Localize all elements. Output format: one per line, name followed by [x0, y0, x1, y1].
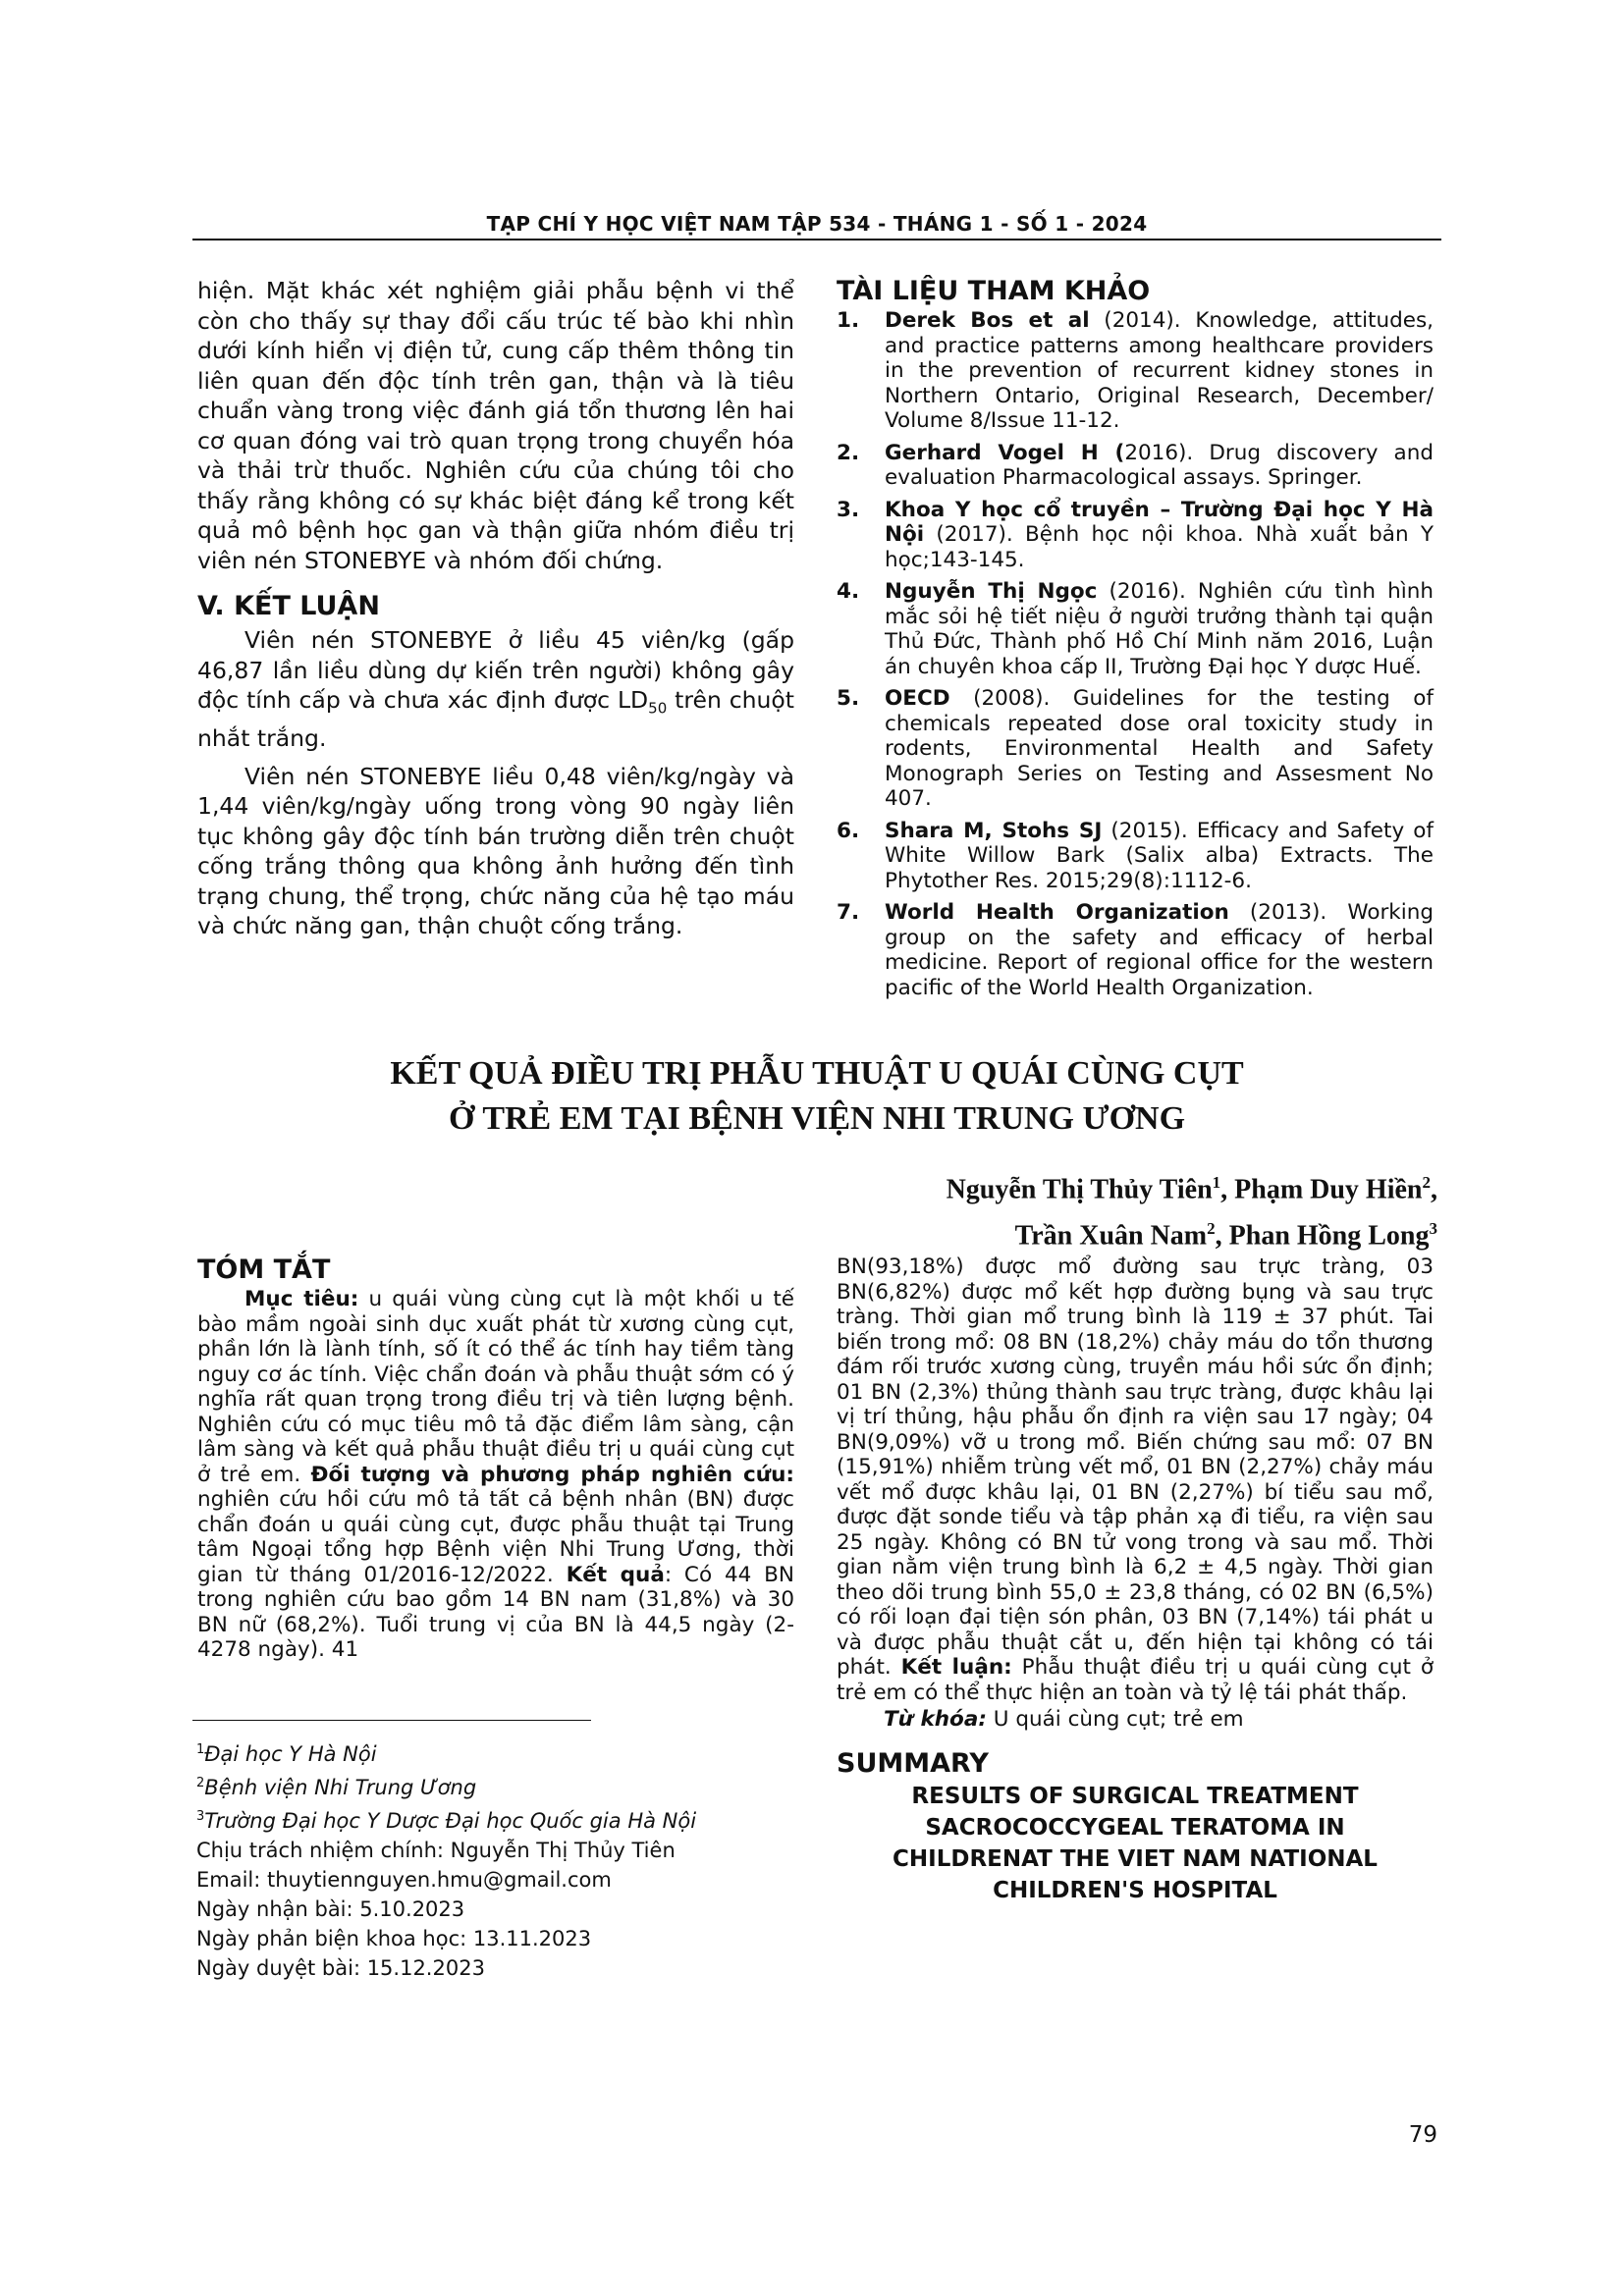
- keywords-label: Từ khóa:: [884, 1707, 987, 1732]
- affiliation-marker: 1: [1212, 1173, 1221, 1192]
- reference-list: [837, 308, 1434, 1000]
- left-column-top: [197, 276, 794, 941]
- conclusion-p1-text: Viên nén STONEBYE ở liều 45 viên/kg (gấp 46,87 lần liều dùng dự kiến trên người) không gây độc tính cấp và chưa xác định được LD: [197, 626, 794, 714]
- author-list: [947, 1163, 1437, 1256]
- reference-text: (2017). Bệnh học nội khoa. Nhà xuất bản Y học;143-145.: [885, 522, 1434, 572]
- affiliation-text: Trường Đại học Y Dược Đại học Quốc gia Hà Nội: [204, 1809, 697, 1833]
- abstract-right-column: [837, 1255, 1434, 1906]
- reference-author: Shara M, Stohs SJ: [885, 818, 1103, 843]
- footnote-rule: [192, 1720, 591, 1721]
- keywords-text: U quái cùng cụt; trẻ em: [986, 1707, 1244, 1732]
- objective-text: u quái vùng cùng cụt là một khối u tế bào mầm ngoài sinh dục xuất phát từ xương cùng cụt, phần lớn là lành tính, số ít có thể ác tính hay tiềm tàng nguy cơ ác tính. Việc chẩn đoán và phẫu thuật sớm có ý nghĩa rất quan trọng trong điều trị và tiên lượng bệnh. Nghiên cứu có mục tiêu mô tả đặc điểm lâm sàng, cận lâm sàng và kết quả phẫu thuật điều trị u quái cùng cụt ở trẻ em.: [197, 1287, 794, 1487]
- abstract-conclusion-text: Phẫu thuật điều trị u quái cùng cụt ở trẻ em có thể thực hiện an toàn và tỷ lệ tái phát thấp.: [837, 1655, 1434, 1705]
- reference-author: OECD: [885, 686, 950, 711]
- reference-text: (2014). Knowledge, attitudes, and practice patterns among healthcare providers in the prevention of recurrent kidney stones in Northern Ontario, Original Research, December/ Volume 8/Issue 11-12.: [885, 308, 1435, 433]
- reference-number: 3.: [837, 497, 860, 522]
- summary-title-line: RESULTS OF SURGICAL TREATMENT: [911, 1783, 1359, 1809]
- article-title-line-1: KẾT QUẢ ĐIỀU TRỊ PHẪU THUẬT U QUÁI CÙNG CỤT: [390, 1055, 1244, 1092]
- summary-title: [837, 1781, 1434, 1906]
- reference-number: 1.: [837, 308, 860, 333]
- reference-item: [837, 900, 1434, 1000]
- objective-label: Mục tiêu:: [244, 1287, 359, 1311]
- methods-text: nghiên cứu hồi cứu mô tả tất cả bệnh nhân (BN) được chẩn đoán u quái cùng cụt, được phẫu thuật tại Trung tâm Ngoại tổng hợp Bệnh viện Nhi Trung Ương, thời gian từ tháng 01/2016-12/2022.: [197, 1487, 794, 1587]
- results-label: Kết quả: [566, 1562, 665, 1587]
- contact-email: Email: thuytiennguyen.hmu@gmail.com: [196, 1868, 612, 1892]
- affiliation-marker: 2: [1422, 1173, 1431, 1192]
- reference-author: World Health Organization: [885, 900, 1229, 925]
- author-name: Trần Xuân Nam: [1014, 1220, 1208, 1252]
- affiliation-marker: 3: [196, 1809, 205, 1824]
- results-continued-text: BN(93,18%) được mổ đường sau trực tràng, 03 BN(6,82%) được mổ kết hợp đường bụng và sau trực tràng. Thời gian mổ trung bình là 119 ± 37 phút. Tai biến trong mổ: 08 BN (18,2%) chảy máu do tổn thương đám rối trước xương cùng, truyền máu hồi sức ổn định; 01 BN (2,3%) thủng thành sau trực tràng, được khâu lại vị trí thủng, hậu phẫu ổn định ra viện sau 17 ngày; 04 BN(9,09%) vỡ u trong mổ. Biến chứng sau mổ: 07 BN (15,91%) nhiễm trùng vết mổ, 01 BN (2,27%) chảy máu vết mổ được khâu lại, 01 BN (2,27%) bí tiểu sau mổ, được đặt sonde tiểu và tập phản xạ đi tiểu, ra viện sau 25 ngày. Không có BN tử vong trong và sau mổ. Thời gian nằm viện trung bình là 6,2 ± 4,5 ngày. Thời gian theo dõi trung bình 55,0 ± 23,8 tháng, có 02 BN (6,5%) có rối loạn đại tiện són phân, 03 BN (7,14%) tái phát u và được phẫu thuật cắt u, đến hiện tại không có tái phát.: [837, 1255, 1434, 1680]
- reference-author: Gerhard Vogel H (: [885, 440, 1125, 465]
- affiliation-marker: 2: [1207, 1219, 1216, 1239]
- reference-number: 2.: [837, 440, 860, 465]
- corresponding-author: Chịu trách nhiệm chính: Nguyễn Thị Thủy Tiên: [196, 1839, 676, 1862]
- results-text: : Có 44 BN trong nghiên cứu bao gồm 14 BN nam (31,8%) và 30 BN nữ (68,2%). Tuổi trung vị của BN là 44,5 ngày (2-4278 ngày). 41: [197, 1562, 794, 1662]
- reference-author: Khoa Y học cổ truyền – Trường Đại học Y Hà Nội: [885, 497, 1434, 547]
- received-date: Ngày nhận bài: 5.10.2023: [196, 1897, 465, 1921]
- abstract-heading: TÓM TẮT: [197, 1255, 331, 1285]
- summary-heading: SUMMARY: [837, 1747, 989, 1779]
- abstract-conclusion-label: Kết luận:: [900, 1655, 1012, 1680]
- page-number: 79: [1408, 2122, 1437, 2148]
- ld50-subscript: 50: [648, 699, 668, 718]
- conclusion-paragraph-1: [197, 625, 794, 754]
- references-section: [837, 276, 1434, 1007]
- conclusion-heading: V. KẾT LUẬN: [197, 591, 380, 621]
- author-line-2: Trần Xuân Nam$^2$, Phan Hồng Long$^3$: [1014, 1219, 1437, 1252]
- references-heading: TÀI LIỆU THAM KHẢO: [837, 276, 1151, 306]
- reference-item: [837, 819, 1434, 894]
- reference-author: Nguyễn Thị Ngọc: [885, 579, 1098, 604]
- article-title-line-2: Ở TRẺ EM TẠI BỆNH VIỆN NHI TRUNG ƯƠNG: [448, 1100, 1186, 1137]
- abstract-left-column: [197, 1255, 794, 1663]
- author-name: Phạm Duy Hiền: [1234, 1174, 1423, 1205]
- reference-text: 2016). Drug discovery and evaluation Pharmacological assays. Springer.: [885, 440, 1434, 490]
- reference-number: 5.: [837, 686, 860, 711]
- reference-number: 7.: [837, 900, 860, 925]
- abstract-paragraph-continued: [837, 1255, 1434, 1705]
- reference-number: 6.: [837, 818, 860, 843]
- affiliation-marker: 3: [1429, 1219, 1437, 1239]
- keywords: [837, 1707, 1434, 1733]
- reference-item: [837, 308, 1434, 434]
- reference-text: (2016). Nghiên cứu tình hình mắc sỏi hệ tiết niệu ở người trưởng thành tại quận Thủ Đức, Thành phố Hồ Chí Minh năm 2016, Luận án chuyên khoa cấp II, Trường Đại học Y dược Huế.: [885, 579, 1434, 679]
- author-line-1: Nguyễn Thị Thủy Tiên$^1$, Phạm Duy Hiền$^2$,: [946, 1173, 1437, 1205]
- affiliation-text: Bệnh viện Nhi Trung Ương: [204, 1776, 477, 1799]
- summary-title-line: CHILDREN'S HOSPITAL: [993, 1877, 1277, 1903]
- article-title: [192, 1051, 1441, 1142]
- reference-text: (2013). Working group on the safety and efficacy of herbal medicine. Report of regional office for the western pacific of the World Health Organization.: [885, 900, 1435, 1000]
- accepted-date: Ngày duyệt bài: 15.12.2023: [196, 1956, 485, 1980]
- affiliation-1: [196, 1735, 696, 1769]
- abstract-paragraph: [197, 1287, 794, 1663]
- review-date: Ngày phản biện khoa học: 13.11.2023: [196, 1927, 592, 1950]
- affiliation-marker: 2: [196, 1776, 205, 1790]
- summary-title-line: CHILDRENAT THE VIET NAM NATIONAL: [893, 1845, 1378, 1872]
- affiliation-2: [196, 1769, 696, 1802]
- summary-title-line: SACROCOCCYGEAL TERATOMA IN: [925, 1814, 1345, 1841]
- author-name: Phan Hồng Long: [1228, 1220, 1430, 1252]
- affiliation-3: [196, 1802, 696, 1836]
- author-name: Nguyễn Thị Thủy Tiên: [946, 1174, 1213, 1205]
- reference-item: [837, 579, 1434, 679]
- reference-number: 4.: [837, 579, 860, 604]
- journal-running-header: TẠP CHÍ Y HỌC VIỆT NAM TẬP 534 - THÁNG 1 - SỐ 1 - 2024: [486, 212, 1148, 236]
- affiliation-text: Đại học Y Hà Nội: [204, 1742, 377, 1766]
- conclusion-p1-tail: trên chuột nhắt trắng.: [197, 686, 795, 753]
- reference-text: (2008). Guidelines for the testing of chemicals repeated dose oral toxicity study in rodents, Environmental Health and Safety Monograph Series on Testing and Assesment No 407.: [885, 686, 1434, 811]
- reference-text: (2015). Efficacy and Safety of White Willow Bark (Salix alba) Extracts. The Phytother Res. 2015;29(8):1112-6.: [885, 818, 1434, 893]
- header-rule: [192, 239, 1441, 240]
- reference-item: [837, 686, 1434, 812]
- discussion-paragraph: hiện. Mặt khác xét nghiệm giải phẫu bệnh vi thể còn cho thấy sự thay đổi cấu trúc tế bào khi nhìn dưới kính hiển vị điện tử, cung cấp thêm thông tin liên quan đến độc tính trên gan, thận và là tiêu chuẩn vàng trong việc đánh giá tổn thương lên hai cơ quan đóng vai trò quan trọng trong chuyển hóa và thải trừ thuốc. Nghiên cứu của chúng tôi cho thấy rằng không có sự khác biệt đáng kể trong kết quả mô bệnh học gan và thận giữa nhóm điều trị viên nén STONEBYE và nhóm đối chứng.: [197, 277, 794, 574]
- reference-item: [837, 498, 1434, 573]
- conclusion-paragraph-2: Viên nén STONEBYE liều 0,48 viên/kg/ngày và 1,44 viên/kg/ngày uống trong vòng 90 ngày liên tục không gây độc tính bán trường diễn trên chuột cống trắng thông qua không ảnh hưởng đến tình trạng chung, thể trọng, chức năng của hệ tạo máu và chức năng gan, thận chuột cống trắng.: [197, 762, 794, 940]
- affiliation-marker: 1: [196, 1742, 205, 1757]
- reference-author: Derek Bos et al: [885, 308, 1090, 333]
- methods-label: Đối tượng và phương pháp nghiên cứu:: [310, 1462, 794, 1487]
- footnotes: [196, 1735, 696, 1983]
- reference-item: [837, 441, 1434, 491]
